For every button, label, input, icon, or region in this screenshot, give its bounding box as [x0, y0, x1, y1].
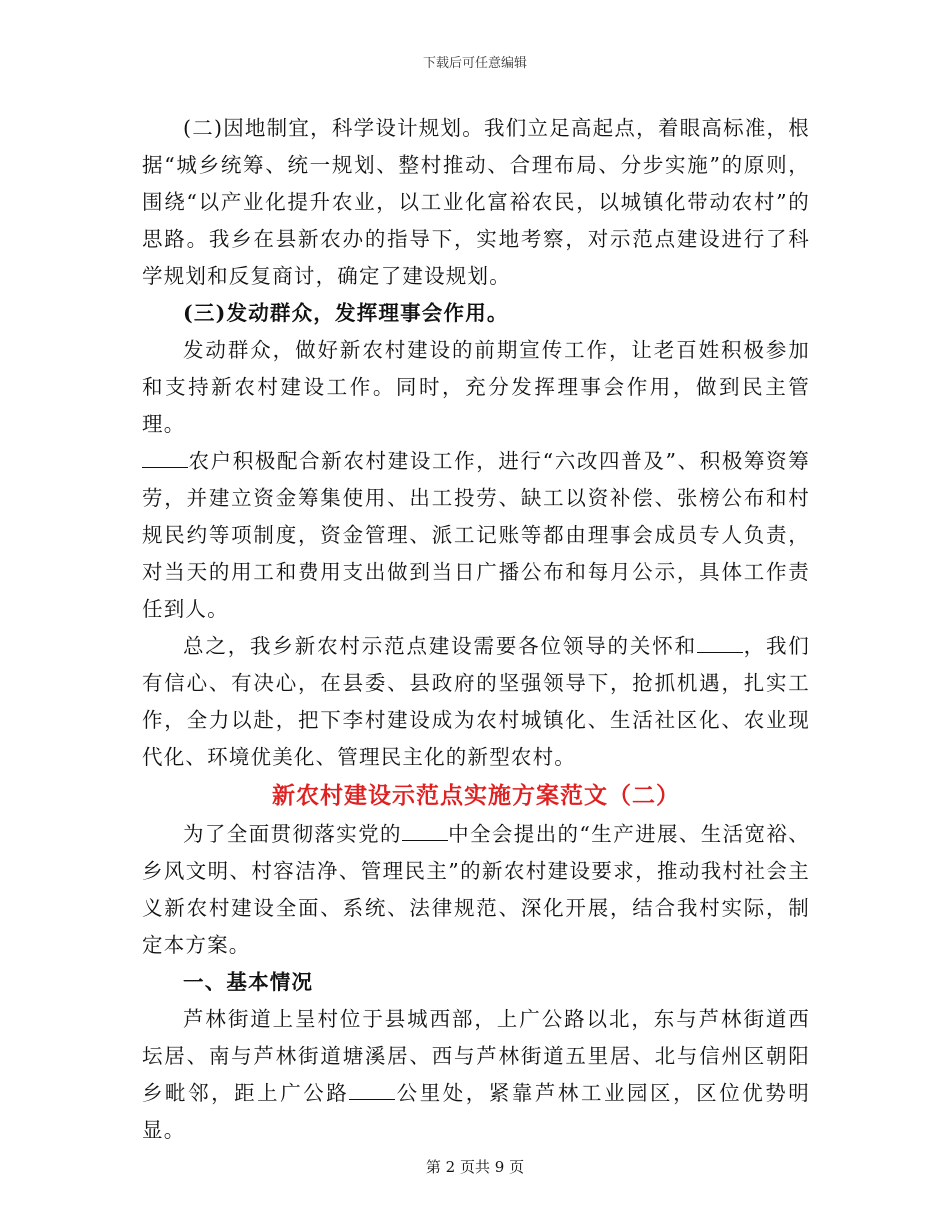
intro-text-b: 中全会提出的“生产进展、生活宽裕、乡风文明、村容洁净、管理民主”的新农村建设要求，推动我村社会主义新农村建设全面、系统、法律规范、深化开展，结合我村实际，制定本方案。 — [142, 822, 811, 957]
section-title: 新农村建设示范点实施方案范文（二） — [272, 782, 680, 809]
section-heading-mobilize: (三)发动群众，发挥理事会作用。 — [183, 301, 509, 325]
paragraph-farmers-text: 农户积极配合新农村建设工作，进行“六改四普及”、积极筹资筹劳，并建立资金筹集使用、出工投劳、缺工以资补偿、张榜公布和村规民约等项制度，资金管理、派工记账等都由理事会成员专人负责，对当天的用工和费用支出做到当日广播公布和每月公示，具体工作责任到人。 — [142, 449, 810, 621]
blank-underline — [142, 449, 188, 468]
blank-underline — [697, 634, 743, 653]
paragraph-plan: (二)因地制宜，科学设计规划。我们立足高起点，着眼高标准，根据“城乡统筹、统一规划、整村推动、合理布局、分步实施”的原则，围绕“以产业化提升农业，以工业化富裕农民，以城镇化带动农村”的思路。我乡在县新农办的指导下，实地考察，对示范点建设进行了科学规划和反复商讨，确定了建设规划。 — [142, 116, 810, 288]
intro-text-a: 为了全面贯彻落实党的 — [183, 822, 402, 846]
blank-underline — [402, 822, 448, 841]
location-text-a: 芦林街道上呈村位于县城西部，上广公路以北，东与芦林街道西坛居、南与芦林街道塘溪居、西与芦林街道五里居、北与信州区朝阳乡毗邻，距上广公路 — [142, 1007, 810, 1105]
paragraph-farmers — [142, 443, 810, 628]
location-text-b: 公里处，紧靠芦林工业园区，区位优势明显。 — [142, 1081, 810, 1142]
paragraph-intro — [142, 816, 810, 964]
paragraph-mobilize: 发动群众，做好新农村建设的前期宣传工作，让老百姓积极参加和支持新农村建设工作。同时，充分发挥理事会作用，做到民主管理。 — [142, 338, 810, 436]
conclusion-text-b: ，我们有信心、有决心，在县委、县政府的坚强领导下，抢抓机遇，扎实工作，全力以赴，把下李村建设成为农村城镇化、生活社区化、农业现代化、环境优美化、管理民主化的新型农村。 — [142, 634, 810, 769]
document-body — [142, 110, 810, 1149]
blank-underline — [349, 1081, 395, 1100]
section-heading-basic: 一、基本情况 — [183, 970, 314, 994]
page-header: 下载后可任意编辑 — [422, 56, 527, 71]
conclusion-text-a: 总之，我乡新农村示范点建设需要各位领导的关怀和 — [183, 634, 697, 658]
page-footer: 第 2 页共 9 页 — [425, 1158, 525, 1176]
paragraph-conclusion — [142, 628, 810, 776]
paragraph-location — [142, 1001, 810, 1149]
